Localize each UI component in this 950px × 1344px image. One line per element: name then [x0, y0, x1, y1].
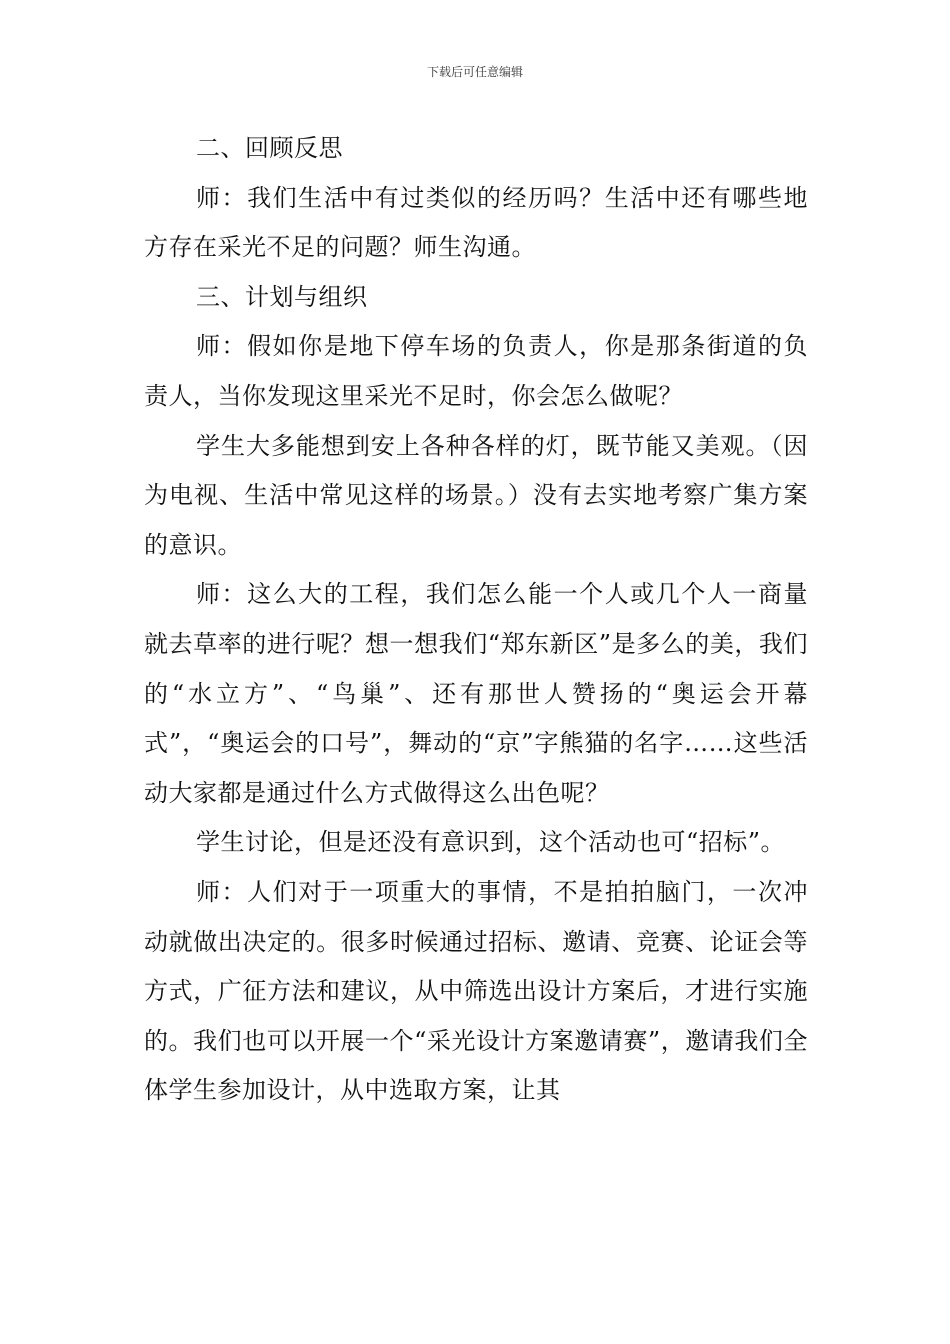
paragraph-student-response-1: 学生大多能想到安上各种各样的灯，既节能又美观。（因为电视、生活中常见这样的场景。）没有去实地考察广集方案的意识。 [144, 431, 808, 559]
paragraph-student-response-2: 学生讨论，但是还没有意识到，这个活动也可“招标”。 [196, 828, 786, 857]
paragraph-teacher-explanation: 师：人们对于一项重大的事情，不是拍拍脑门，一次冲动就做出决定的。很多时候通过招标、邀请、竞赛、论证会等方式，广征方法和建议，从中筛选出设计方案后，才进行实施的。我们也可以开展一个“采光设计方案邀请赛”，邀请我们全体学生参加设计，从中选取方案，让其 [144, 877, 808, 1105]
section-heading-planning: 三、计划与组织 [196, 282, 368, 311]
section-heading-review: 二、回顾反思 [196, 134, 343, 162]
paragraph-teacher-question-3: 师：这么大的工程，我们怎么能一个人或几个人一商量就去草率的进行呢？想一想我们“郑东新区”是多么的美，我们的“水立方”、“鸟巢”、还有那世人赞扬的“奥运会开幕式”，“奥运会的口号”，舞动的“京”字熊猫的名字……这些活动大家都是通过什么方式做得这么出色呢？ [144, 580, 808, 807]
paragraph-teacher-question-1: 师：我们生活中有过类似的经历吗？生活中还有哪些地方存在采光不足的问题？师生沟通。 [144, 183, 808, 262]
page-header: 下载后可任意编辑 [426, 65, 523, 79]
document-body [144, 124, 808, 1116]
paragraph-teacher-question-2: 师：假如你是地下停车场的负责人，你是那条街道的负责人，当你发现这里采光不足时，你会怎么做呢？ [144, 332, 808, 410]
